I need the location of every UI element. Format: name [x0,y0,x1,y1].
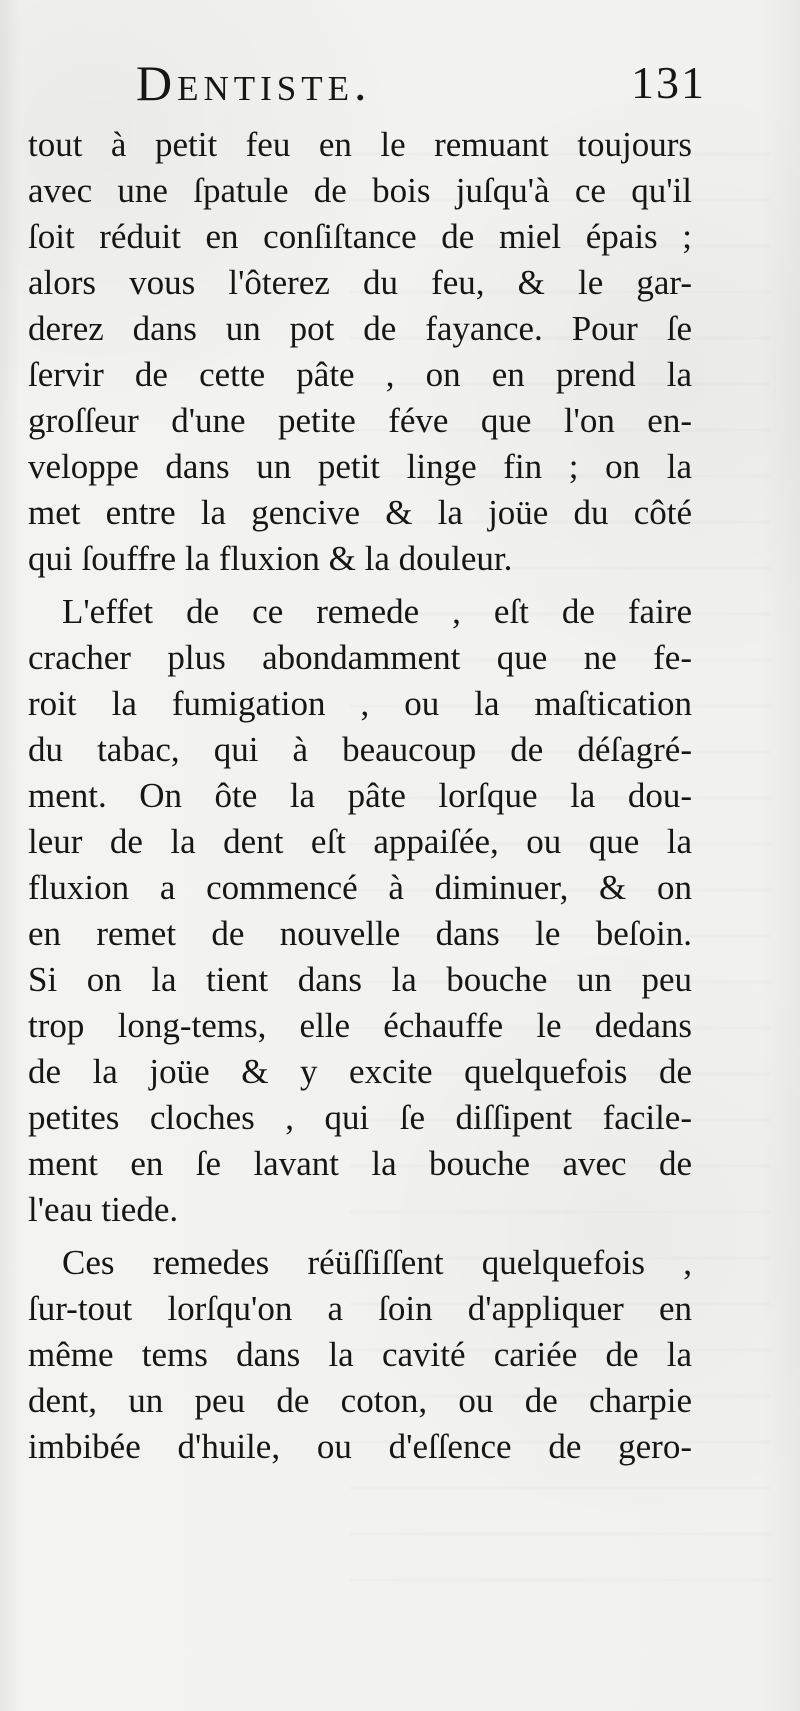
page-number: 131 [631,57,706,108]
running-head: Dentiste. [136,55,372,111]
text-line: ment en ſe lavant la bouche avec de [28,1144,692,1183]
text-line: ſervir de cette pâte , on en prend la [28,355,692,394]
text-line: en remet de nouvelle dans le beſoin. [28,914,692,953]
text-line: même tems dans la cavité cariée de la [28,1335,692,1374]
text-line: du tabac, qui à beaucoup de déſagré- [28,730,692,769]
paragraph-3 [28,1240,692,1470]
text-line: imbibée d'huile, ou d'eſſence de gero- [28,1427,692,1466]
text-line: dent, un peu de coton, ou de charpie [28,1381,692,1420]
text-line: qui ſouffre la fluxion & la douleur. [28,539,513,578]
page-header [136,52,706,124]
text-line: met entre la gencive & la joüe du côté [28,493,692,532]
body-text [28,122,692,1470]
text-line: groſſeur d'une petite féve que l'on en- [28,401,692,440]
text-line: de la joüe & y excite quelquefois de [28,1052,692,1091]
text-line: petites cloches , qui ſe diſſipent facile- [28,1098,692,1137]
text-line: trop long-tems, elle échauffe le dedans [28,1006,692,1045]
paragraph-gap [28,1233,692,1240]
text-line: L'effet de ce remede , eſt de faire [62,592,692,631]
text-line: alors vous l'ôterez du feu, & le gar- [28,263,692,302]
text-line: ſur-tout lorſqu'on a ſoin d'appliquer en [28,1289,692,1328]
text-line: fluxion a commencé à diminuer, & on [28,868,692,907]
text-line: ſoit réduit en conſiſtance de miel épais ; [28,217,692,256]
text-line: leur de la dent eſt appaiſée, ou que la [28,822,692,861]
text-line: roit la fumigation , ou la maſtication [28,684,692,723]
text-line: veloppe dans un petit linge fin ; on la [28,447,692,486]
text-line: Si on la tient dans la bouche un peu [28,960,692,999]
paragraph-1 [28,122,692,582]
text-line: avec une ſpatule de bois juſqu'à ce qu'il [28,171,692,210]
text-line: cracher plus abondamment que ne fe- [28,638,692,677]
paragraph-2 [28,589,692,1233]
text-line: tout à petit feu en le remuant toujours [28,125,692,164]
paragraph-gap [28,582,692,589]
text-line: derez dans un pot de fayance. Pour ſe [28,309,692,348]
text-line: l'eau tiede. [28,1190,179,1229]
text-line: ment. On ôte la pâte lorſque la dou- [28,776,692,815]
text-line: Ces remedes réüſſiſſent quelquefois , [62,1243,692,1282]
